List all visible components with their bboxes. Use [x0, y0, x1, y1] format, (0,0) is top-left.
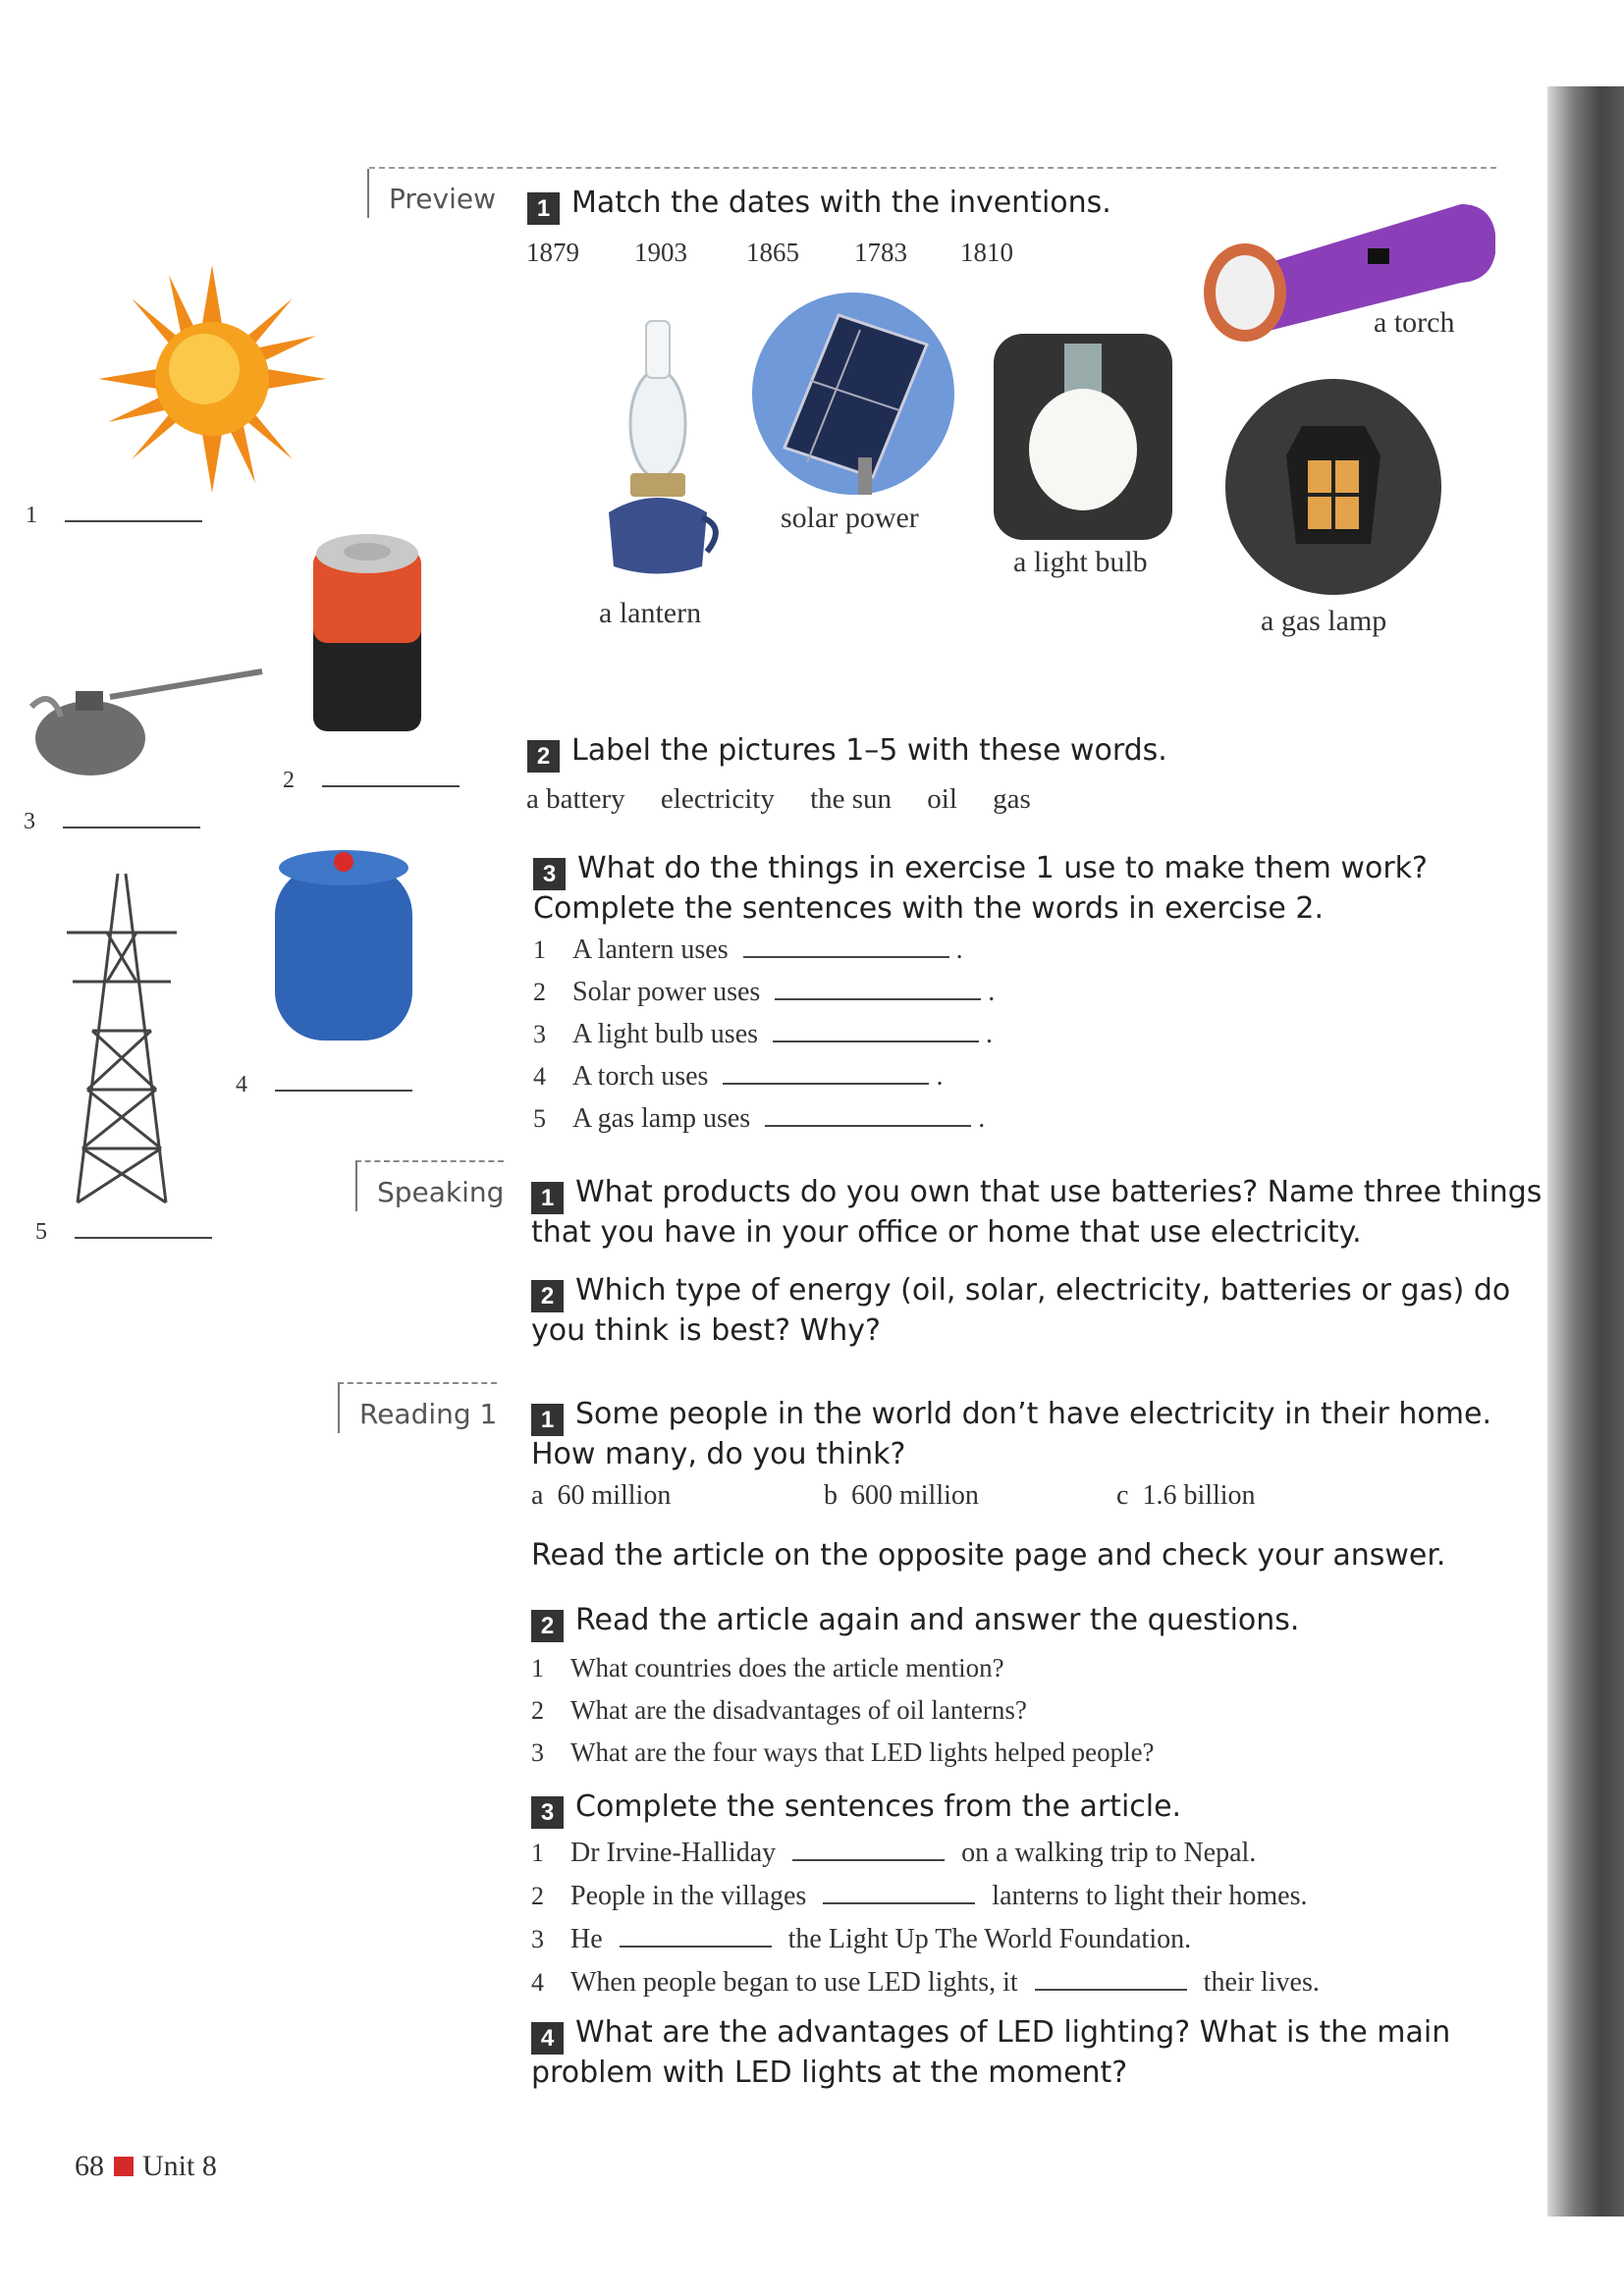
exercise-title: Complete the sentences from the article.: [575, 1789, 1182, 1824]
answer-blank[interactable]: [743, 934, 949, 958]
picture-label-5: [35, 1215, 212, 1246]
item-text: What countries does the article mention?: [570, 1653, 1004, 1682]
list-item: 5 A gas lamp uses .: [533, 1097, 995, 1140]
picture-label-3: [24, 805, 200, 835]
exercise-number: 3: [531, 1796, 564, 1829]
date: 1879: [526, 238, 579, 267]
preview-ex3-list: [533, 929, 995, 1140]
option-letter: b: [824, 1480, 838, 1511]
item-number: 2: [531, 1882, 544, 1910]
sun-image: [98, 265, 326, 493]
unit-label: Unit 8: [142, 2150, 217, 2182]
exercise-text: Some people in the world don’t have electricity in their home.: [575, 1397, 1491, 1431]
exercise-number: 2: [531, 1610, 564, 1642]
exercise-title: Complete the sentences with the words in exercise 2.: [533, 891, 1325, 926]
item-text: When people began to use LED lights, it: [570, 1967, 1018, 1998]
exercise-text: Which type of energy (oil, solar, electricity, batteries or gas) do: [575, 1273, 1511, 1308]
picture-label-2: [283, 764, 460, 794]
item-number: 3: [531, 1925, 544, 1953]
picture-number: 5: [35, 1219, 47, 1245]
list-item: [531, 1961, 1320, 2004]
exercise-text: What are the advantages of LED lighting? What is the main: [575, 2015, 1451, 2050]
page-footer: [75, 2150, 217, 2183]
item-text: What are the four ways that LED lights helped people?: [570, 1737, 1155, 1767]
gas-lamp-image: [1223, 377, 1443, 597]
picture-label-1: [26, 499, 202, 529]
item-number: 3: [531, 1738, 544, 1767]
answer-blank[interactable]: [275, 1068, 412, 1092]
item-text: Dr Irvine-Halliday: [570, 1838, 777, 1868]
exercise-text: problem with LED lights at the moment?: [531, 2056, 1128, 2090]
answer-blank[interactable]: [75, 1215, 212, 1239]
list-item: 3 A light bulb uses .: [533, 1013, 995, 1055]
item-text: What are the disadvantages of oil lanterns?: [570, 1695, 1027, 1725]
option[interactable]: [1116, 1480, 1256, 1512]
date: 1783: [854, 238, 907, 267]
list-item: [531, 1732, 1155, 1774]
battery-image: [308, 530, 426, 736]
word: the sun: [810, 783, 893, 815]
word: oil: [927, 783, 957, 815]
caption-gas-lamp: a gas lamp: [1261, 605, 1387, 637]
section-label-reading: [338, 1382, 497, 1433]
exercise-number: 2: [527, 740, 560, 773]
item-number: 5: [533, 1104, 546, 1133]
preview-ex1-heading: [527, 185, 1111, 225]
gas-cylinder-image: [271, 846, 416, 1042]
option-text: 600 million: [851, 1480, 979, 1511]
answer-blank[interactable]: [775, 977, 981, 1000]
item-number: 3: [533, 1020, 546, 1048]
picture-number: 3: [24, 809, 35, 834]
item-number: 4: [531, 1968, 544, 1997]
list-item: [531, 1689, 1155, 1732]
answer-blank[interactable]: [823, 1881, 975, 1904]
item-text: A gas lamp uses: [572, 1103, 751, 1134]
item-number: 1: [531, 1839, 544, 1867]
list-item: 4 A torch uses .: [533, 1055, 995, 1097]
option-text: 1.6 billion: [1142, 1480, 1256, 1511]
answer-blank[interactable]: [723, 1061, 929, 1085]
lantern-image: [589, 316, 727, 581]
exercise-number: 3: [533, 858, 566, 890]
section-label-preview: [367, 169, 496, 218]
exercise-title: Match the dates with the inventions.: [571, 186, 1111, 220]
reading-ex3-list: [531, 1832, 1320, 2004]
item-number: 1: [531, 1654, 544, 1682]
top-rule: [369, 167, 1496, 169]
item-text: lanterns to light their homes.: [992, 1881, 1308, 1911]
reading-ex4: [531, 2014, 1450, 2091]
pylon-image: [63, 874, 181, 1207]
item-text: He: [570, 1924, 603, 1954]
preview-ex3-heading: [533, 850, 1428, 927]
speaking-ex2: [531, 1272, 1510, 1349]
preview-ex2-heading: [527, 732, 1167, 773]
exercise-text: that you have in your office or home that use electricity.: [531, 1215, 1362, 1250]
reading-ex2-list: [531, 1647, 1155, 1774]
date: 1903: [634, 238, 687, 267]
reading-ex3-heading: [531, 1789, 1181, 1829]
option-letter: c: [1116, 1480, 1129, 1511]
exercise-text: you think is best? Why?: [531, 1313, 881, 1348]
list-item: [531, 1832, 1320, 1875]
exercise-number: 1: [527, 192, 560, 225]
picture-number: 1: [26, 503, 37, 528]
page-number: 68: [75, 2150, 104, 2182]
caption-torch: a torch: [1374, 306, 1455, 339]
answer-blank[interactable]: [1035, 1967, 1187, 1991]
exercise-text: How many, do you think?: [531, 1437, 906, 1471]
caption-light-bulb: a light bulb: [1013, 546, 1148, 578]
item-text: A lantern uses: [572, 934, 729, 965]
answer-blank[interactable]: [63, 805, 200, 828]
date: 1865: [746, 238, 799, 267]
answer-blank[interactable]: [322, 764, 460, 787]
section-label-text: Preview: [389, 183, 496, 215]
exercise-text: What products do you own that use batteries? Name three things: [575, 1175, 1543, 1209]
answer-blank[interactable]: [792, 1838, 945, 1861]
option-letter: a: [531, 1480, 544, 1511]
item-number: 2: [531, 1696, 544, 1725]
picture-number: 2: [283, 768, 295, 793]
item-text: on a walking trip to Nepal.: [961, 1838, 1257, 1868]
reading-ex1-instruction: Read the article on the opposite page and check your answer.: [531, 1538, 1446, 1573]
section-label-speaking: [355, 1160, 504, 1211]
section-label-text: Speaking: [377, 1176, 505, 1208]
reading-ex2-heading: [531, 1602, 1299, 1642]
answer-blank[interactable]: [765, 1103, 971, 1127]
page-edge-shadow: [1547, 86, 1624, 2216]
item-number: 1: [533, 935, 546, 964]
word: electricity: [660, 783, 775, 815]
speaking-ex1: [531, 1174, 1542, 1251]
solar-panel-image: [750, 291, 956, 497]
word: gas: [993, 783, 1031, 815]
picture-label-4: [236, 1068, 412, 1098]
list-item: 1 A lantern uses .: [533, 929, 995, 971]
oil-can-image: [22, 648, 267, 785]
caption-lantern: a lantern: [599, 597, 702, 629]
item-text: A light bulb uses: [572, 1019, 759, 1049]
exercise-number: 2: [531, 1280, 564, 1312]
exercise-number: 1: [531, 1182, 564, 1214]
light-bulb-image: [994, 334, 1172, 540]
word: a battery: [526, 783, 625, 815]
item-number: 2: [533, 978, 546, 1006]
list-item: 2 Solar power uses .: [533, 971, 995, 1013]
option-text: 60 million: [557, 1480, 672, 1511]
picture-number: 4: [236, 1072, 247, 1097]
item-text: People in the villages: [570, 1881, 807, 1911]
list-item: [531, 1647, 1155, 1689]
footer-accent-square: [114, 2157, 134, 2176]
exercise-title: Read the article again and answer the questions.: [575, 1603, 1300, 1637]
exercise-title: What do the things in exercise 1 use to make them work?: [577, 851, 1428, 885]
exercise-number: 4: [531, 2022, 564, 2055]
item-text: their lives.: [1203, 1967, 1320, 1998]
item-text: the Light Up The World Foundation.: [787, 1924, 1192, 1954]
answer-blank[interactable]: [620, 1924, 772, 1948]
list-item: [531, 1918, 1320, 1961]
exercise-title: Label the pictures 1–5 with these words.: [571, 733, 1167, 768]
item-number: 4: [533, 1062, 546, 1091]
list-item: [531, 1875, 1320, 1918]
caption-solar-power: solar power: [781, 502, 919, 534]
section-label-text: Reading 1: [359, 1398, 498, 1430]
item-text: A torch uses: [572, 1061, 709, 1092]
answer-blank[interactable]: [65, 499, 202, 522]
answer-blank[interactable]: [773, 1019, 979, 1042]
date: 1810: [960, 238, 1013, 267]
exercise-number: 1: [531, 1404, 564, 1436]
item-text: Solar power uses: [572, 977, 761, 1007]
option[interactable]: [824, 1480, 979, 1512]
word-box: [526, 783, 1031, 816]
option[interactable]: [531, 1480, 671, 1512]
reading-ex1: [531, 1396, 1491, 1472]
